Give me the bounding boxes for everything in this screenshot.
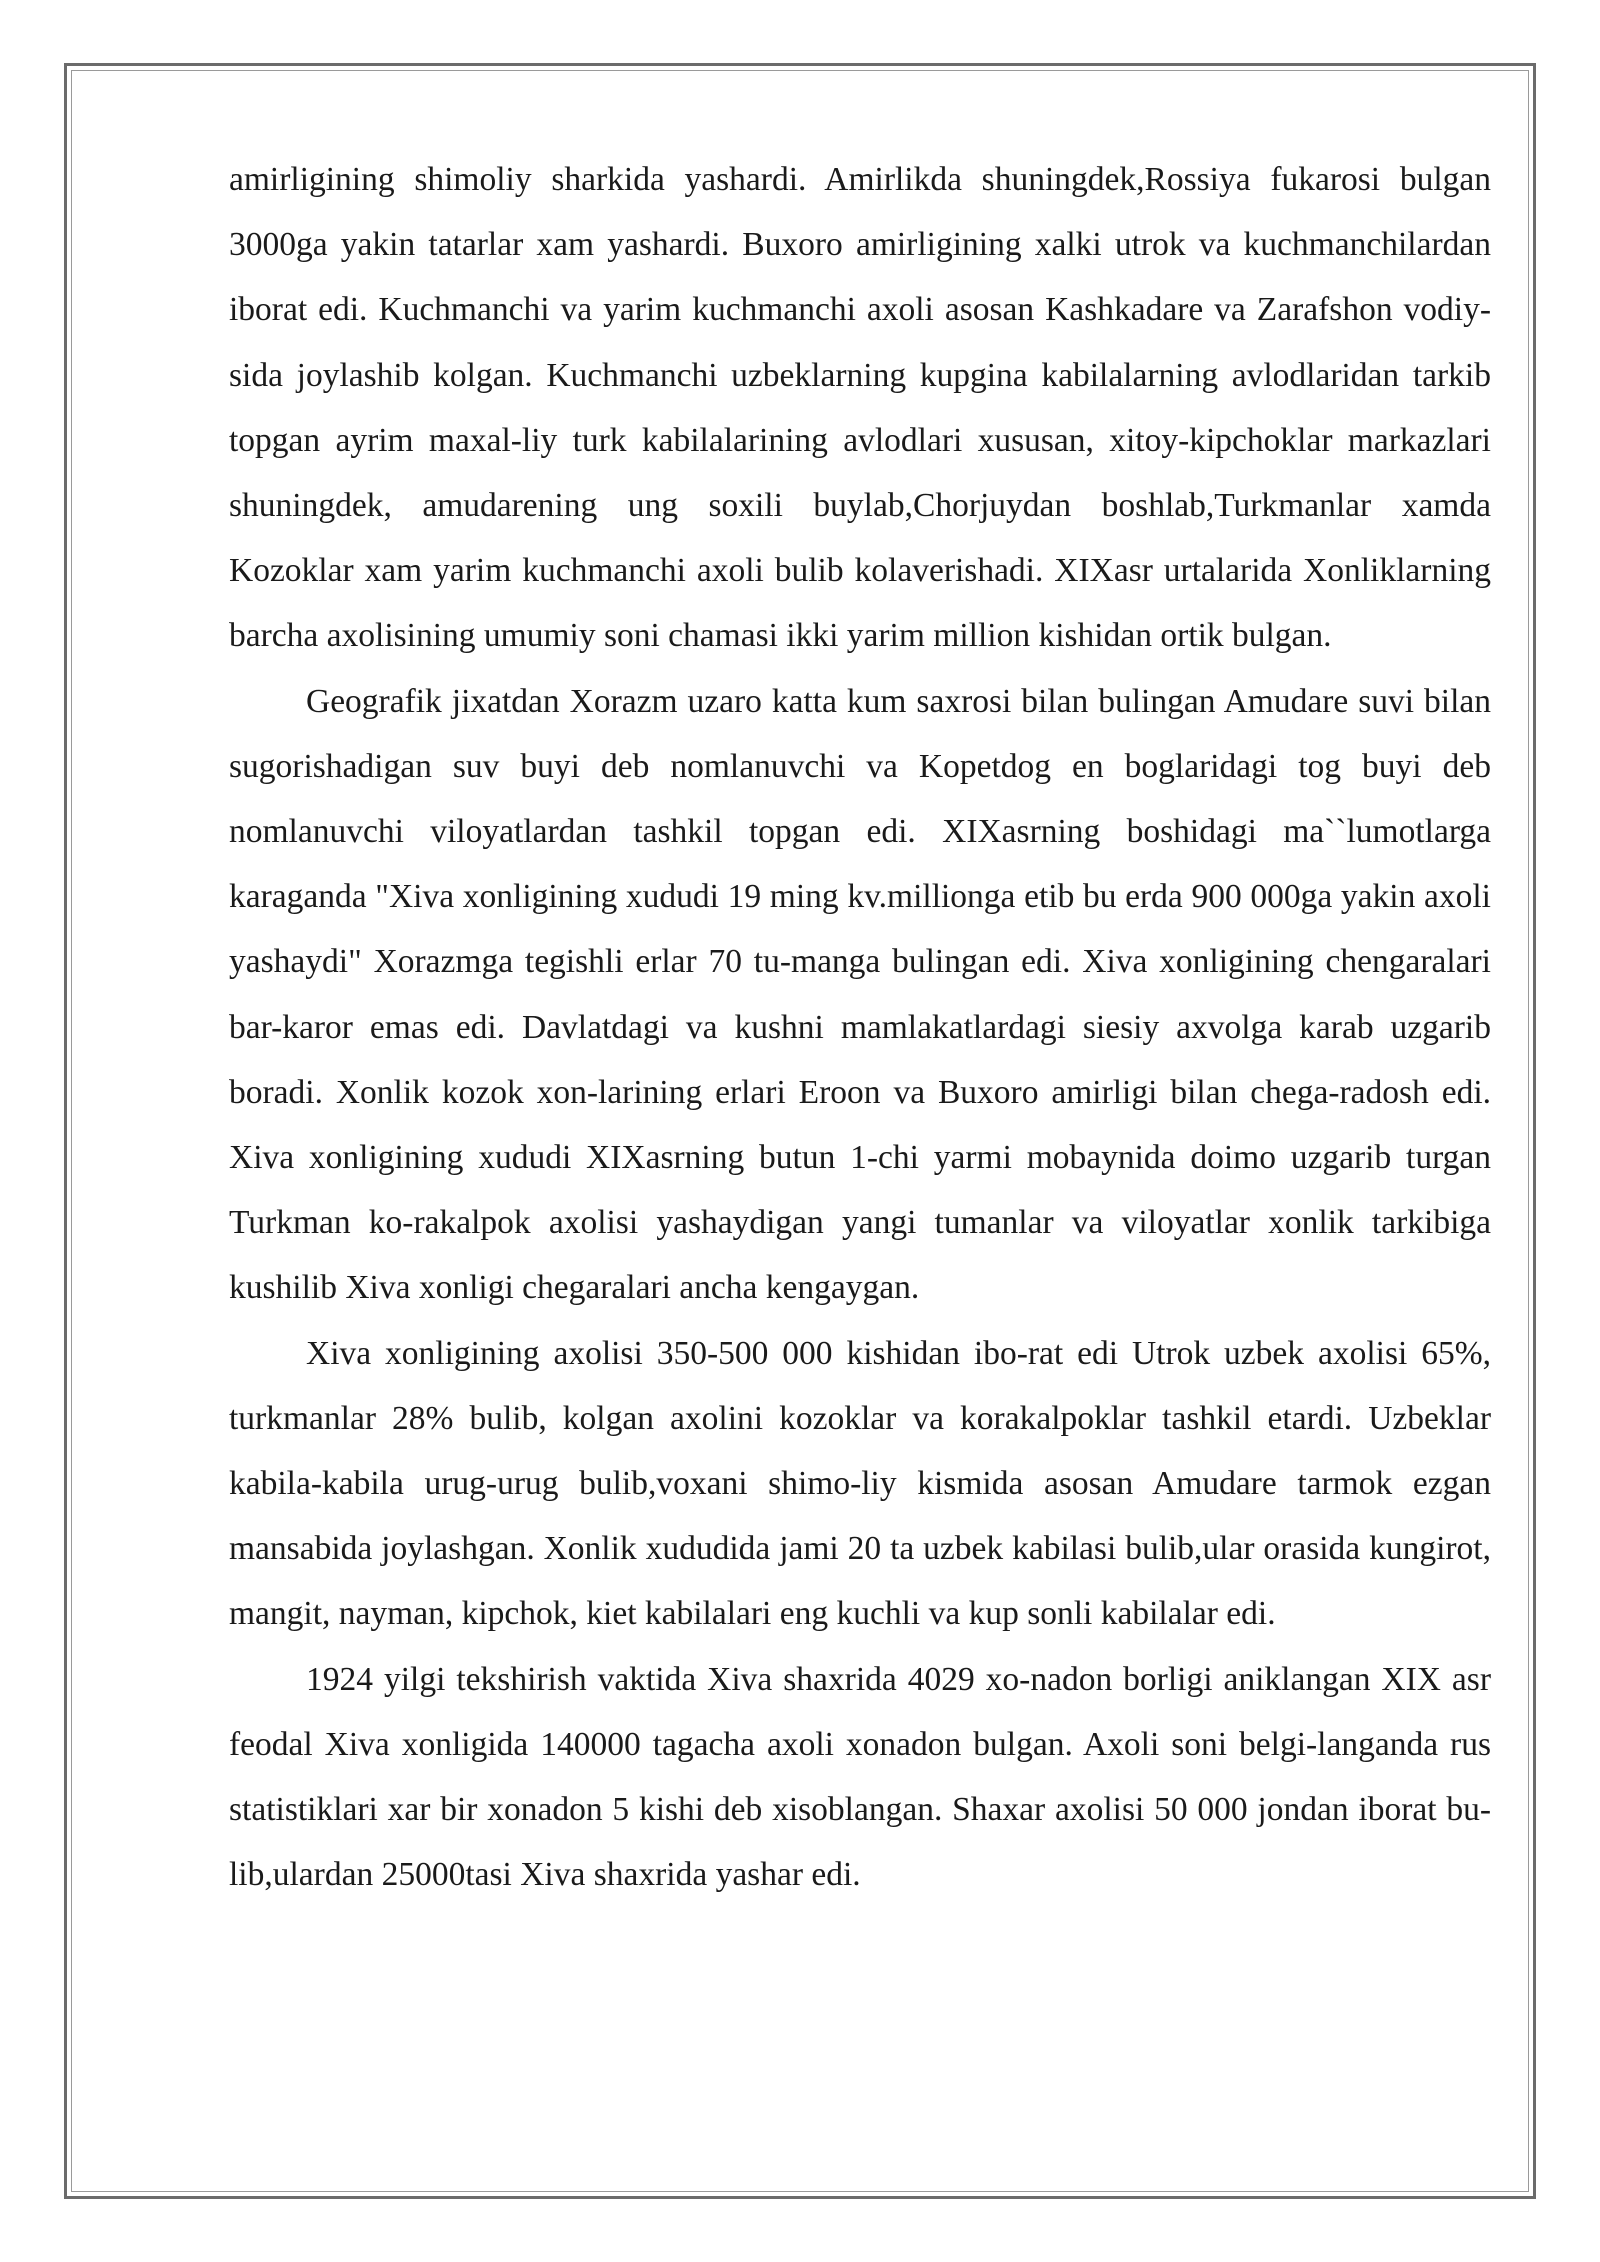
document-body [229, 147, 1491, 1907]
paragraph-2: Geografik jixatdan Xorazm uzaro katta kum saxrosi bilan bulingan Amudare suvi bilan sugorishadigan suv buyi deb nomlanuvchi va Kopetdog en boglaridagi tog buyi deb nomlanuvchi viloyatlardan tashkil topgan edi. XIXasrning boshidagi ma``lumotlarga karaganda "Xiva xonligining xududi 19 ming kv.millionga etib bu erda 900 000ga yakin axoli yashaydi" Xorazmga tegishli erlar 70 tu-manga bulingan edi. Xiva xonligining chengaralari bar-karor emas edi. Davlatdagi va kushni mamlakatlardagi siesiy axvolga karab uzgarib boradi. Xonlik kozok xon-larining erlari Eroon va Buxoro amirligi bilan chega-radosh edi. Xiva xonligining xududi XIXasrning butun 1-chi yarmi mobaynida doimo uzgarib turgan Turkman ko-rakalpok axolisi yashaydigan yangi tumanlar va viloyatlar xonlik tarkibiga kushilib Xiva xonligi chegaralari ancha kengaygan. [229, 682, 1491, 1307]
paragraph-4: 1924 yilgi tekshirish vaktida Xiva shaxrida 4029 xo-nadon borligi aniklangan XIX asr feodal Xiva xonligida 140000 tagacha axoli xonadon bulgan. Axoli soni belgi-langanda rus statistiklari xar bir xonadon 5 kishi deb xisoblangan. Shaxar axolisi 50 000 jondan iborat bu-lib,ulardan 25000tasi Xiva shaxrida yashar edi. [229, 1660, 1491, 1894]
paragraph-1: amirligining shimoliy sharkida yashardi. Amirlikda shuningdek,Rossiya fukarosi bulgan 3000ga yakin tatarlar xam yashardi. Buxoro amirligining xalki utrok va kuchmanchilardan iborat edi. Kuchmanchi va yarim kuchmanchi axoli asosan Kashkadare va Zarafshon vodiy-sida joylashib kolgan. Kuchmanchi uzbeklarning kupgina kabilalarning avlodlaridan tarkib topgan ayrim maxal-liy turk kabilalarining avlodlari xususan, xitoy-kipchoklar markazlari shuningdek, amudarening ung soxili buylab,Chorjuydan boshlab,Turkmanlar xamda Kozoklar xam yarim kuchmanchi axoli bulib kolaverishadi. XIXasr urtalarida Xonliklarning barcha axolisining umumiy soni chamasi ikki yarim million kishidan ortik bulgan. [229, 161, 1491, 655]
paragraph-3: Xiva xonligining axolisi 350-500 000 kishidan ibo-rat edi Utrok uzbek axolisi 65%, turkmanlar 28% bulib, kolgan axolini kozoklar va korakalpoklar tashkil etardi. Uzbeklar kabila-kabila urug-urug bulib,voxani shimo-liy kismida asosan Amudare tarmok ezgan mansabida joylashgan. Xonlik xududida jami 20 ta uzbek kabilasi bulib,ular orasida kungirot, mangit, nayman, kipchok, kiet kabilalari eng kuchli va kup sonli kabilalar edi. [229, 1334, 1491, 1633]
